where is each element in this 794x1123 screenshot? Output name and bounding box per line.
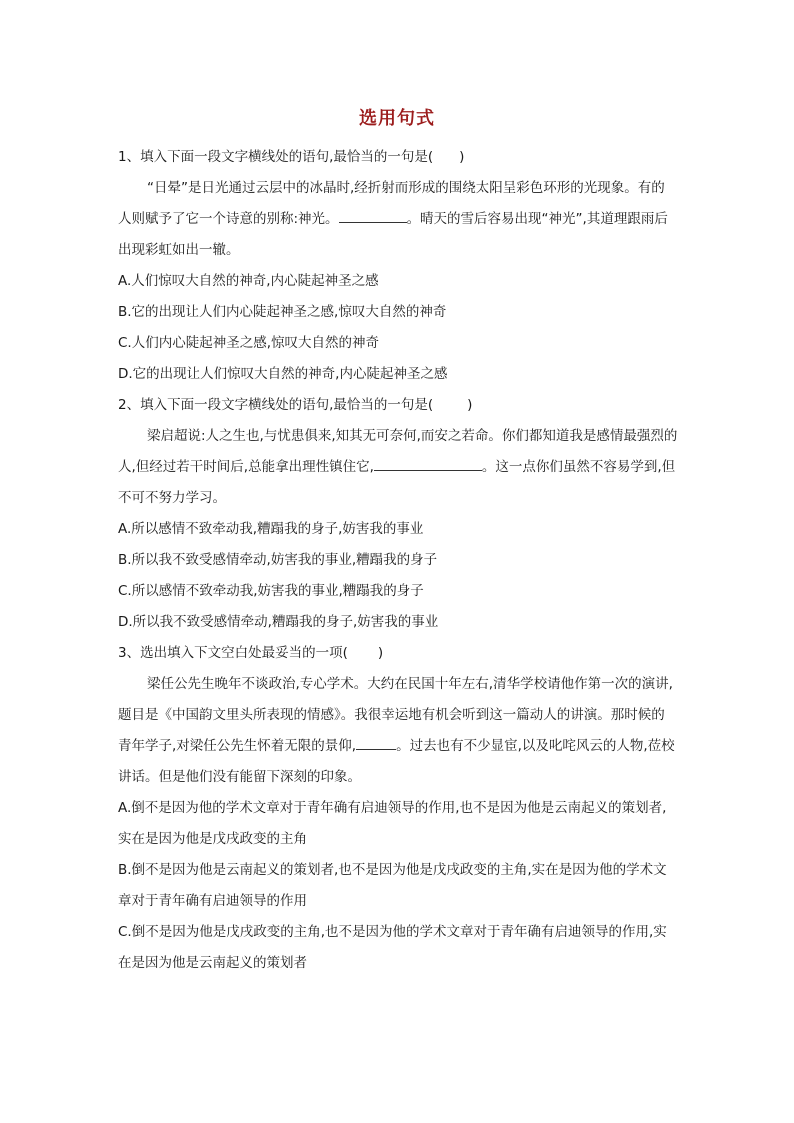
question-paren-close: ) [467, 397, 473, 413]
option-a: A.倒不是因为他的学术文章对于青年确有启迪领导的作用,也不是因为他是云南起义的策划者,实在是因为他是戊戌政变的主角 [118, 800, 667, 847]
answer-blank [339, 207, 407, 223]
question-prompt: 选出填入下文空白处最妥当的一项( [140, 645, 348, 661]
option-c: C.人们内心陡起神圣之感,惊叹大自然的神奇 [118, 335, 380, 351]
option-c: C.倒不是因为他是戊戌政变的主角,也不是因为他的学术文章对于青年确有启迪领导的作用,实在是因为他是云南起义的策划者 [118, 924, 667, 971]
passage-after-blank: 。晴天的雪后容易出现“神光”,其道理跟雨后出现彩虹如出一辙。 [118, 211, 668, 258]
question-list [118, 142, 678, 979]
passage-after-blank: 。过去也有不少显宦,以及叱咤风云的人物,莅校讲话。但是他们没有能留下深刻的印象。 [118, 738, 675, 785]
option-b: B.所以我不致受感情牵动,妨害我的事业,糟蹋我的身子 [118, 552, 438, 568]
question-paren-close: ) [459, 149, 465, 165]
question-passage [118, 421, 678, 514]
option-c: C.所以感情不致牵动我,妨害我的事业,糟蹋我的身子 [118, 583, 424, 599]
question-paren-close: ) [377, 645, 384, 661]
question-prompt: 填入下面一段文字横线处的语句,最恰当的一句是( [140, 149, 434, 165]
option-a: A.人们惊叹大自然的神奇,内心陡起神圣之感 [118, 273, 379, 289]
passage-before-blank: “日晕”是日光通过云层中的冰晶时,经折射而形成的围绕太阳呈彩色环形的光现象。有的人则赋予了它一个诗意的别称:神光。 [118, 180, 665, 227]
question-passage [118, 173, 678, 266]
option-b: B.倒不是因为他是云南起义的策划者,也不是因为他是戊戌政变的主角,实在是因为他的学术文章对于青年确有启迪领导的作用 [118, 862, 667, 909]
option-d: D.它的出现让人们惊叹大自然的神奇,内心陡起神圣之感 [118, 366, 448, 382]
answer-blank [356, 734, 396, 750]
question-number: 2、 [118, 397, 141, 413]
question-3 [118, 638, 678, 979]
page-title: 选用句式 [359, 108, 435, 129]
question-stem [118, 638, 678, 669]
question-prompt: 填入下面一段文字横线处的语句,最恰当的一句是( [140, 397, 434, 413]
question-1 [118, 142, 678, 390]
answer-blank [374, 455, 482, 471]
passage-after-blank: 。这一点你们虽然不容易学到,但不可不努力学习。 [118, 459, 676, 506]
question-number: 3、 [118, 645, 141, 661]
question-passage [118, 669, 678, 793]
passage-before-blank: 梁启超说:人之生也,与忧患俱来,知其无可奈何,而安之若命。你们都知道我是感情最强烈的人,但经过若干时间后,总能拿出理性镇住它, [118, 428, 678, 475]
question-stem [118, 390, 678, 421]
option-d: D.所以我不致受感情牵动,糟蹋我的身子,妨害我的事业 [118, 614, 439, 630]
passage-before-blank: 梁任公先生晚年不谈政治,专心学术。大约在民国十年左右,清华学校请他作第一次的演讲,题目是《中国韵文里头所表现的情感》。我很幸运地有机会听到这一篇动人的讲演。那时候的青年学子,对梁任公先生怀着无限的景仰, [118, 676, 673, 754]
question-2 [118, 390, 678, 638]
question-stem [118, 142, 678, 173]
option-b: B.它的出现让人们内心陡起神圣之感,惊叹大自然的神奇 [118, 304, 447, 320]
option-a: A.所以感情不致牵动我,糟蹋我的身子,妨害我的事业 [118, 521, 424, 537]
question-number: 1、 [118, 149, 141, 165]
